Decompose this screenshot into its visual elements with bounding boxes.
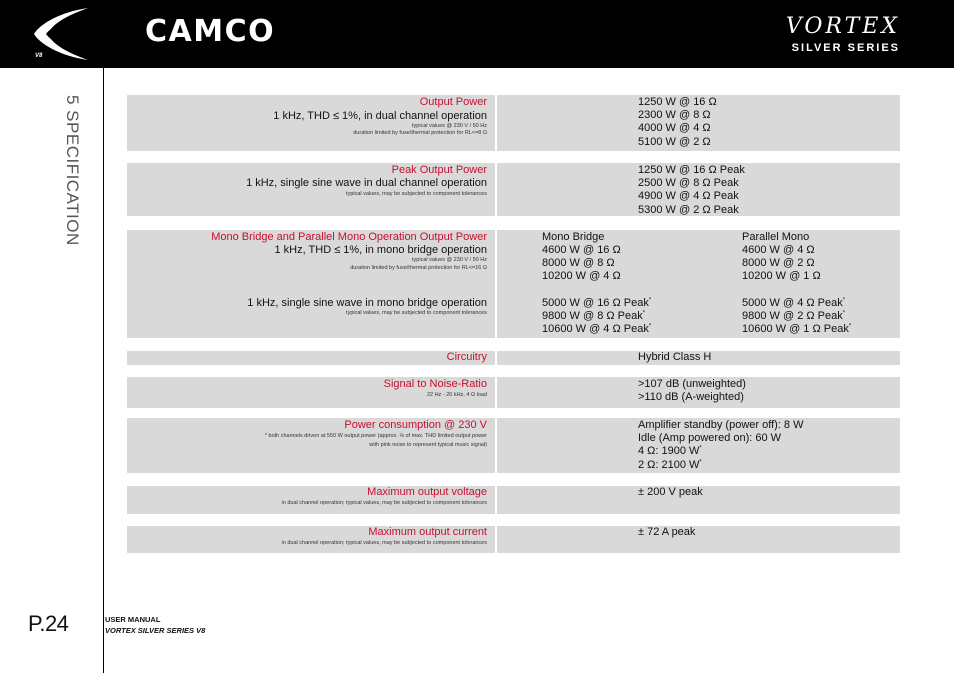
spec-condition: 1 kHz, THD ≤ 1%, in dual channel operation	[273, 110, 487, 122]
margin-rule	[103, 68, 104, 673]
spec-row-max-output-current	[127, 526, 900, 553]
spec-note: duration limited by fuse/thermal protection for RL<=8 Ω	[353, 130, 487, 136]
spec-note: typical values, may be subjected to component tolerances	[346, 191, 487, 197]
footer-product-label: VORTEX SILVER SERIES V8	[105, 626, 206, 635]
spec-label-cell	[127, 486, 495, 514]
spec-row-output-power	[127, 95, 900, 151]
footnote-mark: *	[848, 323, 852, 330]
spec-condition: 1 kHz, single sine wave in dual channel operation	[246, 177, 487, 189]
spec-value-cell	[497, 418, 900, 473]
spec-note: typical values @ 230 V / 50 Hz	[412, 123, 487, 129]
spec-value-cell	[497, 95, 900, 151]
spec-note: in dual channel operation; typical values, may be subjected to component tolerances	[281, 500, 487, 506]
spec-value-cell	[497, 526, 900, 553]
spec-value: 2500 W @ 8 Ω Peak	[638, 177, 739, 189]
spec-value: 1250 W @ 16 Ω	[638, 96, 717, 108]
spec-value: 2 Ω: 2100 W*	[638, 459, 702, 471]
section-title: 5 SPECIFICATION	[63, 95, 82, 246]
page-number: P.24	[28, 611, 69, 636]
spec-label-cell	[127, 377, 495, 408]
footnote-mark: *	[699, 459, 702, 466]
spec-value: Idle (Amp powered on): 60 W	[638, 432, 782, 444]
spec-condition: 1 kHz, THD ≤ 1%, in mono bridge operation	[274, 244, 487, 256]
spec-row-max-output-voltage	[127, 486, 900, 514]
footnote-mark: *	[842, 310, 846, 317]
spec-value: 4600 W @ 4 Ω	[742, 244, 815, 256]
spec-value: 10200 W @ 4 Ω	[542, 270, 621, 282]
footnote-mark: *	[648, 297, 652, 304]
spec-note: 22 Hz - 20 kHz, 4 Ω load	[426, 392, 487, 398]
spec-title: Output Power	[419, 96, 487, 108]
spec-value-cell	[497, 486, 900, 514]
spec-value: 10200 W @ 1 Ω	[742, 270, 821, 282]
spec-label-cell	[127, 526, 495, 553]
spec-value: >107 dB (unweighted)	[638, 378, 746, 390]
spec-value: 4900 W @ 4 Ω Peak	[638, 190, 739, 202]
brand-logo-text: CAMCO	[145, 14, 276, 49]
spec-row-circuitry	[127, 351, 900, 365]
spec-value: ± 200 V peak	[638, 486, 703, 498]
spec-note: typical values @ 230 V / 50 Hz	[412, 257, 487, 263]
spec-value: 5100 W @ 2 Ω	[638, 136, 711, 148]
spec-value: >110 dB (A-weighted)	[638, 391, 744, 403]
spec-note: typical values, may be subjected to component tolerances	[346, 310, 487, 316]
footnote-mark: *	[642, 310, 646, 317]
spec-value-cell	[497, 230, 900, 338]
spec-row-signal-to-noise	[127, 377, 900, 408]
spec-label-cell	[127, 418, 495, 473]
spec-title: Maximum output current	[368, 526, 487, 538]
spec-note: duration limited by fuse/thermal protection for RL<=16 Ω	[350, 265, 487, 271]
spec-value-cell	[497, 351, 900, 365]
spec-value: 5000 W @ 16 Ω Peak*	[542, 297, 652, 309]
footnote-mark: *	[648, 323, 652, 330]
spec-title: Signal to Noise-Ratio	[383, 378, 487, 390]
spec-value: 10600 W @ 1 Ω Peak*	[742, 323, 852, 335]
product-name: VORTEX	[785, 14, 900, 39]
header-bar	[0, 0, 954, 68]
spec-title: Circuitry	[446, 351, 487, 363]
spec-note: with pink noise to represent typical music signal)	[369, 442, 487, 448]
spec-value: 4000 W @ 4 Ω	[638, 122, 711, 134]
spec-row-peak-output-power	[127, 163, 900, 216]
spec-value: 9800 W @ 8 Ω Peak*	[542, 310, 646, 322]
spec-title: Peak Output Power	[391, 164, 487, 176]
spec-value: 8000 W @ 8 Ω	[542, 257, 615, 269]
footnote-mark: *	[699, 445, 702, 452]
spec-value: 8000 W @ 2 Ω	[742, 257, 815, 269]
spec-title: Power consumption @ 230 V	[344, 419, 487, 431]
spec-note: * both channels driven at 550 W output power (approx. ⅛ of max. THD limited output power	[264, 433, 487, 439]
logo-model-mark: V8	[35, 53, 43, 59]
spec-value: Amplifier standby (power off): 8 W	[638, 419, 804, 431]
spec-value: 4600 W @ 16 Ω	[542, 244, 621, 256]
spec-row-power-consumption	[127, 418, 900, 473]
column-head-mono-bridge: Mono Bridge	[542, 231, 605, 243]
column-head-parallel-mono: Parallel Mono	[742, 231, 810, 243]
spec-value: Hybrid Class H	[638, 351, 712, 363]
spec-label-cell	[127, 163, 495, 216]
spec-label-cell	[127, 230, 495, 338]
spec-value: ± 72 A peak	[638, 526, 696, 538]
spec-note: in dual channel operation; typical values, may be subjected to component tolerances	[281, 540, 487, 546]
footnote-mark: *	[842, 297, 846, 304]
spec-condition: 1 kHz, single sine wave in mono bridge operation	[247, 297, 487, 309]
spec-value: 1250 W @ 16 Ω Peak	[638, 164, 745, 176]
spec-row-mono-bridge	[127, 230, 900, 338]
spec-value-cell	[497, 163, 900, 216]
spec-label-cell	[127, 95, 495, 151]
spec-label-cell	[127, 351, 495, 365]
spec-value: 5000 W @ 4 Ω Peak*	[742, 297, 846, 309]
spec-value: 5300 W @ 2 Ω Peak	[638, 204, 739, 216]
footer-manual-label: USER MANUAL	[105, 615, 161, 624]
spec-title: Mono Bridge and Parallel Mono Operation Output Power	[211, 231, 487, 243]
spec-value-cell	[497, 377, 900, 408]
spec-value: 4 Ω: 1900 W*	[638, 445, 702, 457]
spec-value: 9800 W @ 2 Ω Peak*	[742, 310, 846, 322]
spec-value: 10600 W @ 4 Ω Peak*	[542, 323, 652, 335]
spec-title: Maximum output voltage	[367, 486, 487, 498]
product-series: SILVER SERIES	[791, 42, 900, 54]
spec-value: 2300 W @ 8 Ω	[638, 109, 711, 121]
